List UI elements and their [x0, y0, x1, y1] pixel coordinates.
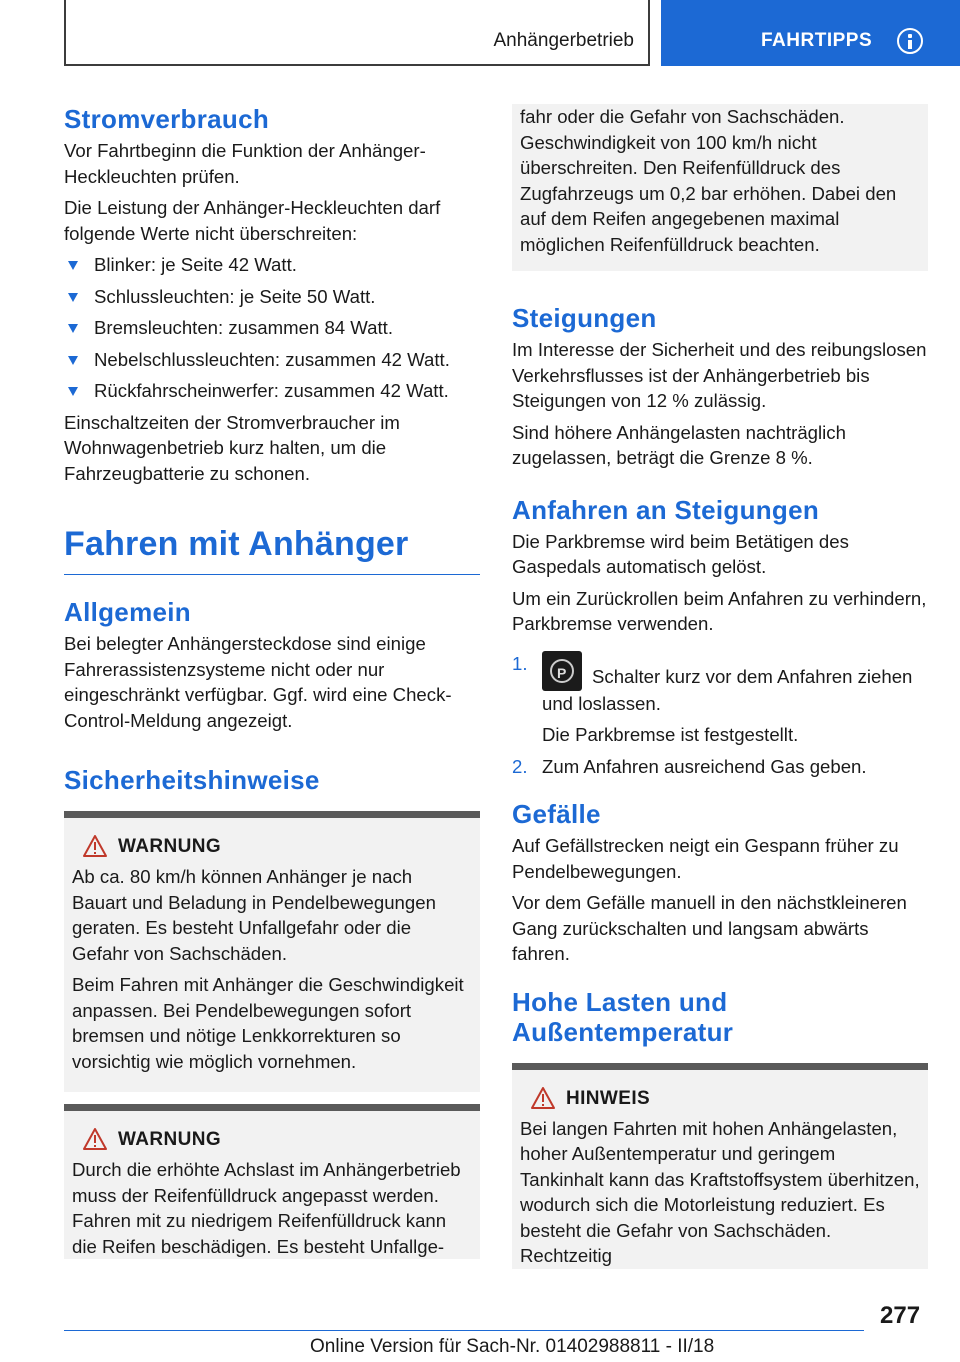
heading-fahren-mit-anhaenger: Fahren mit Anhänger	[64, 524, 480, 575]
paragraph: fahr oder die Gefahr von Sachschäden. Geschwindigkeit von 100 km/h nicht überschreiten. Den Reifenfülldruck des Zugfahrzeugs um 0,2 bar erhöhen. Dabei den auf dem Reifen angegebenen maximal möglichen Reifenfülldruck beachten.	[520, 106, 897, 255]
heading-gefaelle: Gefälle	[512, 799, 601, 829]
footer-text: Online Version für Sach-Nr. 01402988811 - II/18	[310, 1336, 715, 1357]
triangle-bullet-icon	[68, 356, 78, 365]
step-result: Die Parkbremse ist festgestellt.	[542, 724, 799, 745]
paragraph: Durch die erhöhte Achslast im Anhängerbetrieb muss der Reifenfülldruck angepasst werden. Fahren mit zu niedrigem Reifenfülldruck kann die Reifen beschädigen. Es besteht Unfallge-	[72, 1159, 461, 1257]
warning-box	[64, 811, 480, 1092]
list-item: Schlussleuchten: je Seite 50 Watt.	[64, 284, 480, 310]
heading-steigungen: Steigungen	[512, 303, 657, 333]
heading-hohe-lasten: Hohe Lasten und Außentemperatur	[512, 986, 734, 1047]
warning-icon	[82, 834, 108, 858]
notice-title: HINWEIS	[566, 1087, 651, 1109]
warning-title: WARNUNG	[118, 1129, 222, 1150]
warning-icon	[82, 1127, 108, 1151]
paragraph: Auf Gefällstrecken neigt ein Gespann früher zu Pendelbewegungen.	[512, 835, 899, 882]
heading-sicherheitshinweise: Sicherheitshinweise	[64, 765, 320, 795]
triangle-bullet-icon	[68, 324, 78, 333]
paragraph: Bei langen Fahrten mit hohen Anhängelasten, hoher Außentemperatur und geringem Tankinhalt kann das Kraftstoffsystem überhitzen, wodurch sich die Motorleistung reduziert. Es besteht die Gefahr von Sachschäden. Rechtzeitig	[520, 1117, 920, 1266]
warning-icon	[530, 1086, 556, 1110]
list-item	[512, 651, 928, 748]
warning-box-continuation	[512, 104, 928, 271]
header-chapter-title: FAHRTIPPS	[761, 30, 873, 51]
left-column	[64, 104, 480, 1271]
list-item: Blinker: je Seite 42 Watt.	[64, 252, 480, 278]
list-item	[512, 754, 928, 780]
header-section-title: Anhängerbetrieb	[493, 30, 634, 51]
notice-box	[512, 1063, 928, 1269]
header-chapter-box	[661, 0, 960, 66]
paragraph: Ab ca. 80 km/h können Anhänger je nach Bauart und Beladung in Pendelbewegungen geraten. Es besteht Unfallgefahr oder die Gefahr von Sachschäden.	[72, 866, 436, 964]
parking-brake-switch-icon	[542, 651, 582, 691]
heading-allgemein: Allgemein	[64, 597, 191, 627]
paragraph: Einschaltzeiten der Stromverbraucher im Wohnwagenbetrieb kurz halten, um die Fahrzeugbatterie zu schonen.	[64, 411, 400, 484]
paragraph: Die Leistung der Anhänger-Heckleuchten darf folgende Werte nicht überschreiten:	[64, 197, 441, 244]
paragraph: Vor dem Gefälle manuell in den nächstkleineren Gang zurückschalten und langsam abwärts fahren.	[512, 892, 907, 964]
info-icon	[897, 28, 923, 54]
step-list	[512, 651, 928, 780]
step-text: Zum Anfahren ausreichend Gas geben.	[542, 755, 867, 777]
heading-anfahren-an-steigungen: Anfahren an Steigungen	[512, 494, 820, 525]
paragraph: Vor Fahrtbeginn die Funktion der Anhänger-Heckleuchten prüfen.	[64, 140, 426, 187]
triangle-bullet-icon	[68, 261, 78, 270]
heading-stromverbrauch: Stromverbrauch	[64, 104, 270, 134]
step-text: Schalter kurz vor dem Anfahren ziehen und loslassen.	[542, 665, 913, 714]
bullet-list	[64, 252, 480, 404]
paragraph: Im Interesse der Sicherheit und des reibungslosen Verkehrsflusses ist der Anhängerbetrieb bis Steigungen von 12 % zulässig.	[512, 339, 927, 411]
step-number: 2.	[512, 755, 528, 777]
paragraph: Sind höhere Anhängelasten nachträglich zugelassen, beträgt die Grenze 8 %.	[512, 421, 846, 468]
warning-box	[64, 1104, 480, 1259]
triangle-bullet-icon	[68, 387, 78, 396]
list-item: Bremsleuchten: zusammen 84 Watt.	[64, 315, 480, 341]
header-section-box	[64, 0, 650, 66]
paragraph: Bei belegter Anhängersteckdose sind einige Fahrerassistenzsysteme nicht oder nur eingeschränkt verfügbar. Ggf. wird eine Check-Control-Meldung angezeigt.	[64, 633, 452, 731]
list-item: Rückfahrscheinwerfer: zusammen 42 Watt.	[64, 378, 480, 404]
page-number: 277	[880, 1302, 921, 1329]
triangle-bullet-icon	[68, 293, 78, 302]
warning-title: WARNUNG	[118, 836, 222, 857]
paragraph: Die Parkbremse wird beim Betätigen des Gaspedals automatisch gelöst.	[512, 530, 849, 577]
paragraph: Um ein Zurückrollen beim Anfahren zu verhindern, Parkbremse verwenden.	[512, 587, 927, 634]
right-column	[512, 104, 928, 1281]
step-number: 1.	[512, 652, 528, 674]
list-item: Nebelschlussleuchten: zusammen 42 Watt.	[64, 347, 480, 373]
paragraph: Beim Fahren mit Anhänger die Geschwindigkeit anpassen. Bei Pendelbewegungen sofort bremsen und nötige Lenkkorrekturen so vorsichtig wie möglich vornehmen.	[72, 974, 464, 1072]
footer-divider	[64, 1330, 864, 1331]
